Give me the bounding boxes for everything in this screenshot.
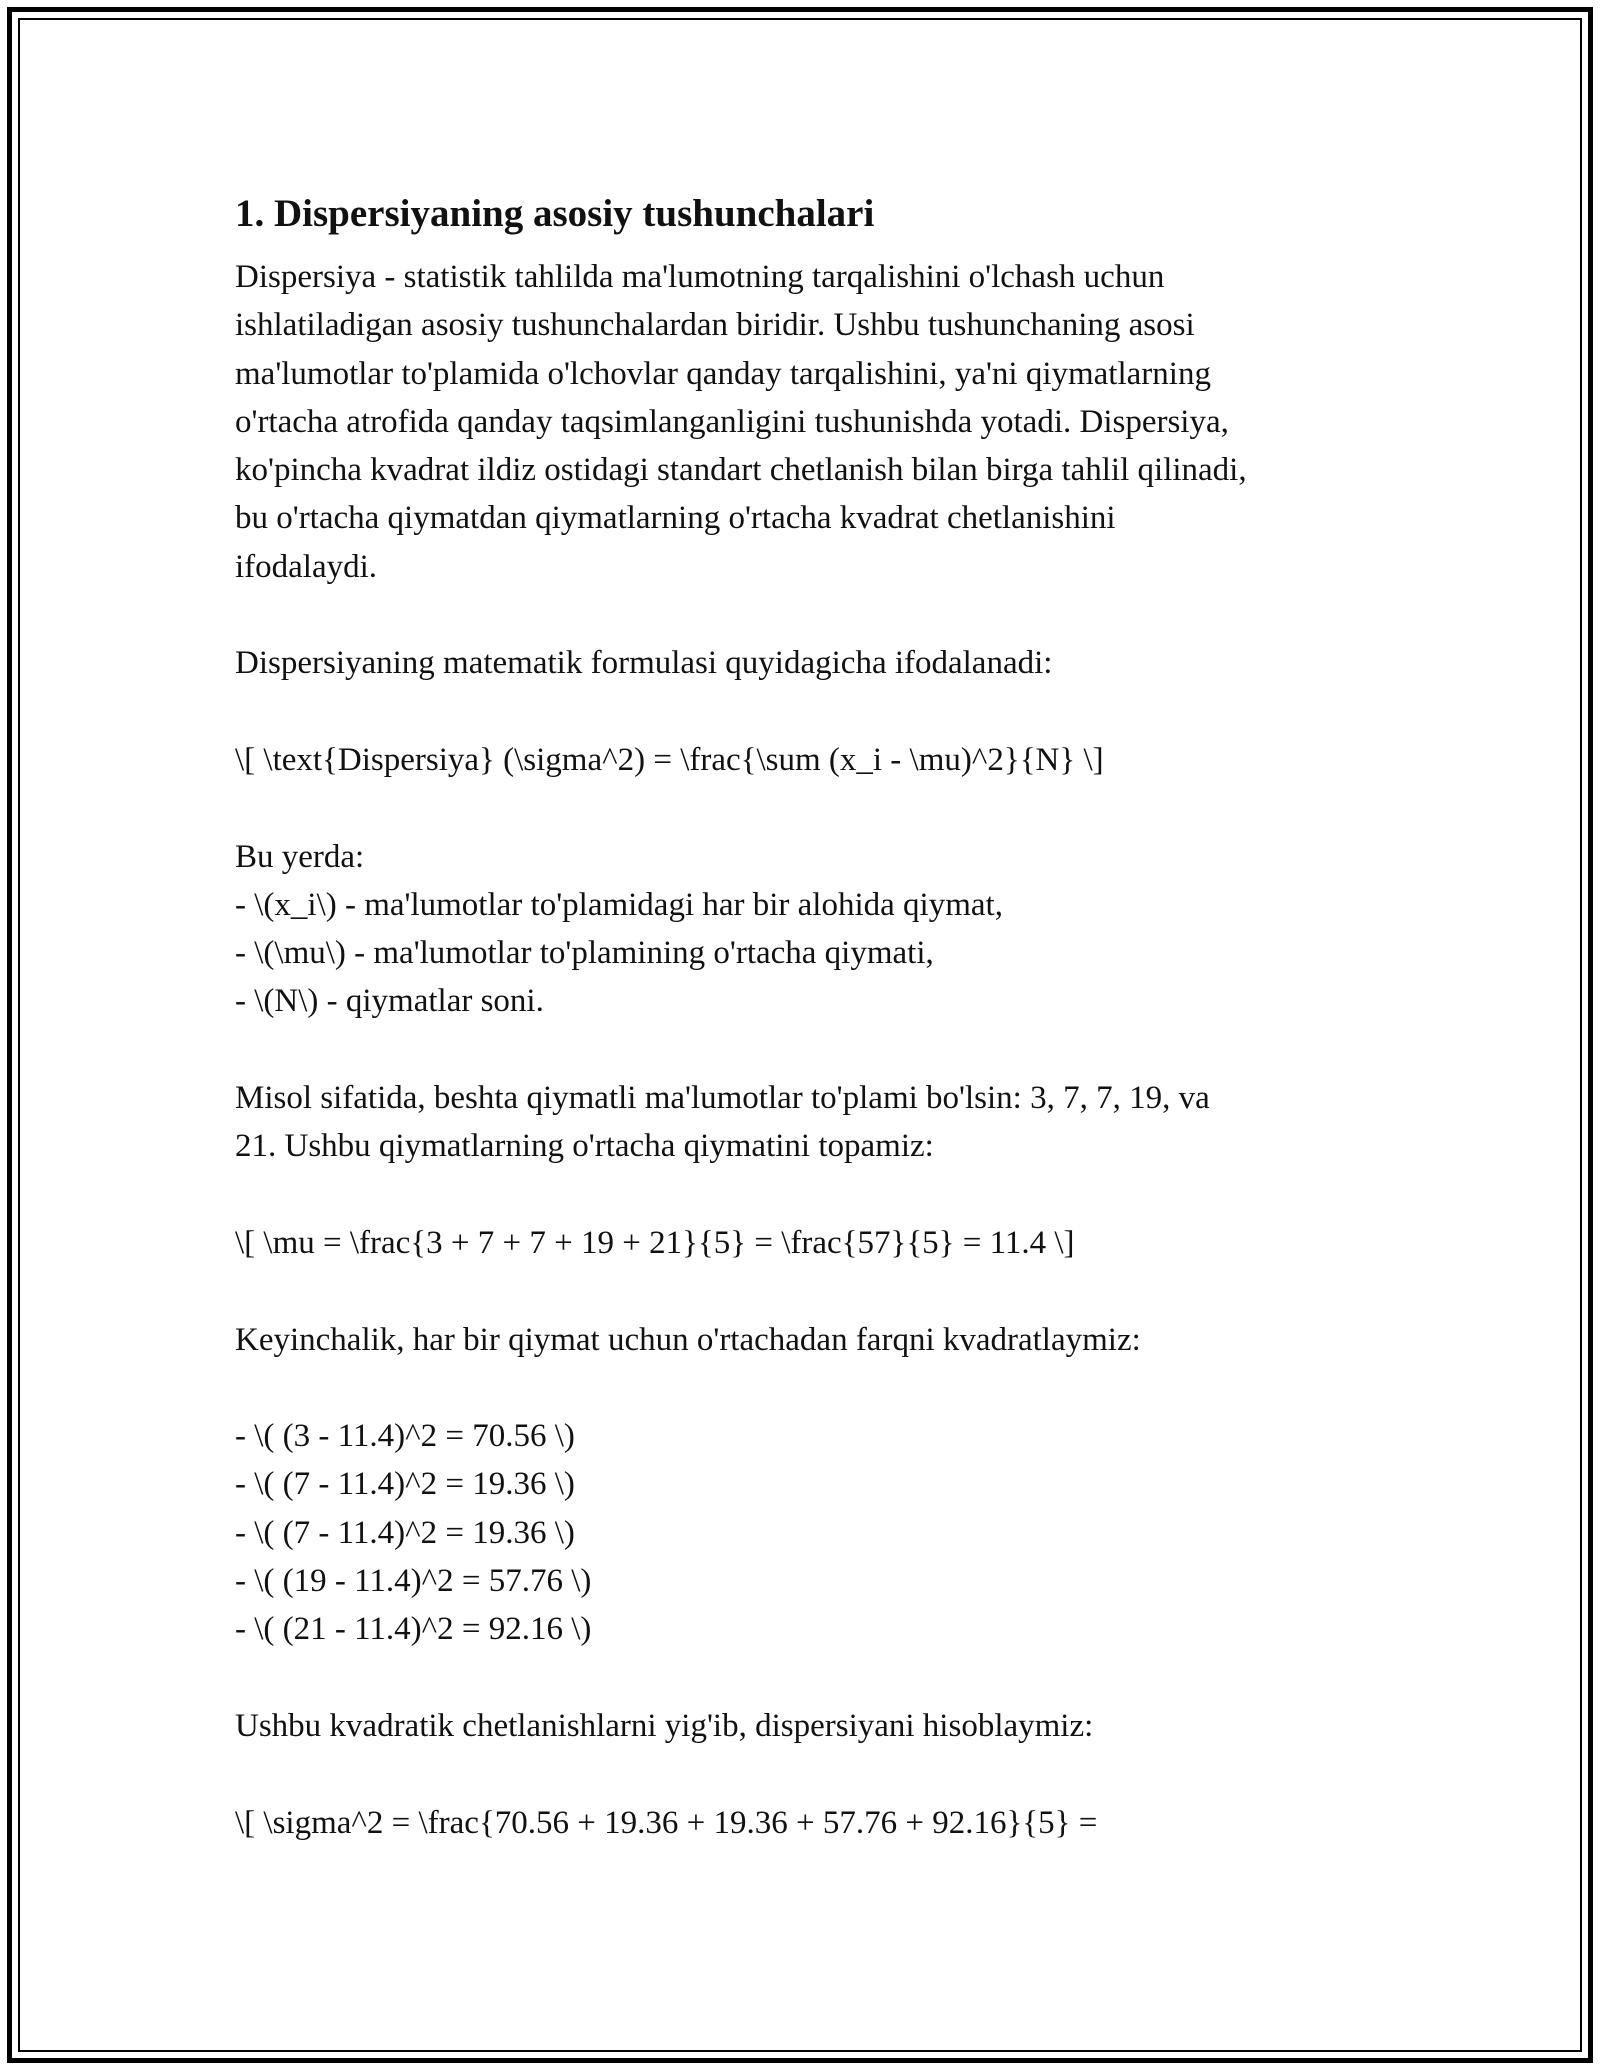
list-item: - \( (7 - 11.4)^2 = 19.36 \) [235,1514,575,1551]
intro-paragraph [235,253,1385,591]
spacer [235,591,1385,639]
paragraph-line: Misol sifatida, beshta qiymatli ma'lumotlar to'plami bo'lsin: 3, 7, 7, 19, va [235,1080,1210,1117]
paragraph-line: ma'lumotlar to'plamida o'lchovlar qanday tarqalishini, ya'ni qiymatlarning [235,355,1211,392]
list-item: - \(N\) - qiymatlar soni. [235,983,544,1020]
list-item: - \( (21 - 11.4)^2 = 92.16 \) [235,1611,592,1648]
sum-intro-text: Ushbu kvadratik chetlanishlarni yig'ib, dispersiyani hisoblaymiz: [235,1707,1094,1744]
paragraph-line: ifodalaydi. [235,548,378,585]
spacer [235,784,1385,832]
mean-formula: \[ \mu = \frac{3 + 7 + 7 + 19 + 21}{5} = \frac{57}{5} = 11.4 \] [235,1224,1075,1261]
where-title: Bu yerda: [235,838,365,875]
paragraph-line: bu o'rtacha qiymatdan qiymatlarning o'rtacha kvadrat chetlanishini [235,500,1116,537]
squared-deviation-list [235,1412,1385,1653]
document-body [235,188,1385,1847]
paragraph-line: o'rtacha atrofida qanday taqsimlanganligini tushunishda yotadi. Dispersiya, [235,403,1229,440]
paragraph-line: 21. Ushbu qiymatlarning o'rtacha qiymatini topamiz: [235,1128,934,1165]
list-item: - \( (3 - 11.4)^2 = 70.56 \) [235,1418,575,1455]
variance-formula: \[ \sigma^2 = \frac{70.56 + 19.36 + 19.36 + 57.76 + 92.16}{5} = [235,1804,1098,1841]
spacer [235,1267,1385,1315]
next-step-text: Keyinchalik, har bir qiymat uchun o'rtachadan farqni kvadratlaymiz: [235,1321,1141,1358]
paragraph-line: ishlatiladigan asosiy tushunchalardan biridir. Ushbu tushunchaning asosi [235,307,1195,344]
list-item: - \( (7 - 11.4)^2 = 19.36 \) [235,1466,575,1503]
formula-main: \[ \text{Dispersiya} (\sigma^2) = \frac{\sum (x_i - \mu)^2}{N} \] [235,741,1104,778]
example-paragraph [235,1074,1385,1171]
spacer [235,688,1385,736]
formula-intro: Dispersiyaning matematik formulasi quyidagicha ifodalanadi: [235,645,1053,682]
list-item: - \(x_i\) - ma'lumotlar to'plamidagi har bir alohida qiymat, [235,886,1003,923]
spacer [235,1026,1385,1074]
spacer [235,1654,1385,1702]
where-list [235,833,1385,1026]
paragraph-line: Dispersiya - statistik tahlilda ma'lumotning tarqalishini o'lchash uchun [235,259,1165,295]
paragraph-line: ko'pincha kvadrat ildiz ostidagi standart chetlanish bilan birga tahlil qilinadi, [235,452,1247,489]
list-item: - \( (19 - 11.4)^2 = 57.76 \) [235,1563,592,1600]
section-heading: 1. Dispersiyaning asosiy tushunchalari [235,192,875,235]
spacer [235,1171,1385,1219]
list-item: - \(\mu\) - ma'lumotlar to'plamining o'rtacha qiymati, [235,935,934,972]
spacer [235,1750,1385,1798]
spacer [235,1364,1385,1412]
